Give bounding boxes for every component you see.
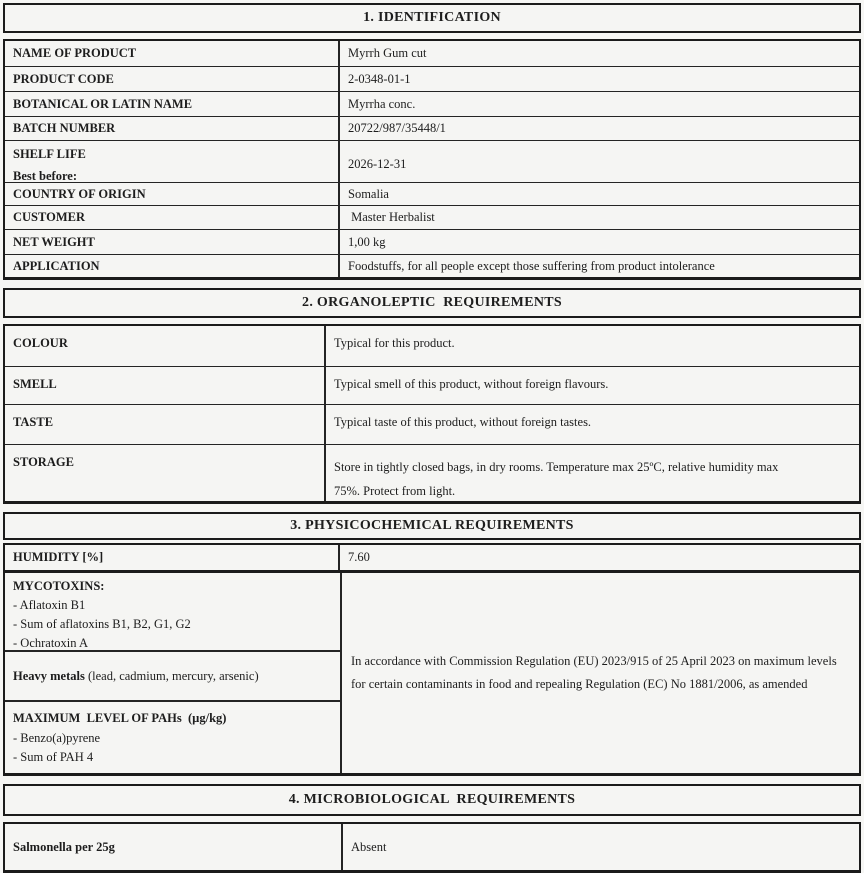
- heavy-metals-text: [13, 667, 259, 686]
- table-row: [5, 116, 859, 140]
- table-row-salmonella: [5, 824, 859, 870]
- shelf-life-label: SHELF LIFE: [13, 147, 86, 161]
- row-label: PRODUCT CODE: [5, 67, 340, 91]
- row-value: Foodstuffs, for all people except those suffering from product intolerance: [348, 258, 715, 273]
- row-label: CUSTOMER: [5, 206, 340, 229]
- row-label: Salmonella per 25g: [5, 824, 343, 870]
- row-label: SMELL: [5, 367, 326, 404]
- heavy-metals-detail: (lead, cadmium, mercury, arsenic): [84, 668, 259, 683]
- pah-item: - Sum of PAH 4: [13, 750, 94, 764]
- table-row: [5, 182, 859, 205]
- row-value: Somalia: [348, 186, 389, 201]
- row-value: Typical for this product.: [334, 336, 455, 350]
- table-row: [5, 254, 859, 277]
- row-label: COUNTRY OF ORIGIN: [5, 183, 340, 205]
- section-header-microbiological: [3, 784, 861, 816]
- section-header-organoleptic: [3, 288, 861, 318]
- table-row: [5, 205, 859, 229]
- row-label: [5, 141, 340, 182]
- table-row: [5, 66, 859, 91]
- row-label: NAME OF PRODUCT: [5, 41, 340, 66]
- row-value: 2-0348-01-1: [348, 71, 411, 86]
- product-specification-document: [3, 3, 861, 873]
- row-label: HUMIDITY [%]: [5, 545, 340, 570]
- row-label: APPLICATION: [5, 255, 340, 277]
- regulation-cell: [342, 573, 859, 773]
- contaminants-merged-rows: [5, 570, 859, 773]
- table-row: [5, 41, 859, 66]
- storage-text: Store in tightly closed bags, in dry rooms. Temperature max 25ºC, relative humidity max 75%. Protect from light.: [334, 460, 782, 498]
- physicochemical-table: [3, 543, 861, 776]
- pahs-block: [5, 700, 340, 773]
- mycotoxin-item: - Aflatoxin B1: [13, 598, 86, 612]
- row-value: Typical smell of this product, without foreign flavours.: [334, 377, 609, 391]
- section-header-physicochemical: [3, 512, 861, 540]
- table-row: [5, 326, 859, 366]
- section-title: 3. PHYSICOCHEMICAL REQUIREMENTS: [290, 518, 574, 533]
- row-label: BOTANICAL OR LATIN NAME: [5, 92, 340, 116]
- row-value: Myrrh Gum cut: [348, 46, 427, 60]
- section-title: 2. ORGANOLEPTIC REQUIREMENTS: [302, 295, 562, 310]
- mycotoxins-block: [5, 573, 340, 650]
- section-title: 1. IDENTIFICATION: [363, 10, 501, 25]
- row-label: NET WEIGHT: [5, 230, 340, 254]
- mycotoxins-heading: MYCOTOXINS:: [13, 579, 105, 593]
- regulation-text: In accordance with Commission Regulation (EU) 2023/915 of 25 April 2023 on maximum levels for certain contaminants in food and repealing Regulation (EC) No 1881/2006, as amended: [351, 653, 837, 691]
- table-row: [5, 229, 859, 254]
- row-value: 1,00 kg: [348, 234, 386, 249]
- pahs-heading: MAXIMUM LEVEL OF PAHs (µg/kg): [13, 711, 227, 725]
- table-row: [5, 444, 859, 501]
- table-row: [5, 366, 859, 404]
- heavy-metals-heading: Heavy metals: [13, 668, 85, 683]
- row-value: 7.60: [348, 550, 370, 564]
- section-title: 4. MICROBIOLOGICAL REQUIREMENTS: [288, 792, 576, 807]
- heavy-metals-block: [5, 650, 340, 700]
- table-row-shelf-life: [5, 140, 859, 182]
- row-value: 20722/987/35448/1: [348, 121, 446, 135]
- best-before-label: Best before:: [13, 169, 77, 183]
- contaminants-parameter-column: [5, 573, 342, 773]
- microbiological-table: [3, 822, 861, 873]
- table-row-humidity: [5, 545, 859, 570]
- row-label: BATCH NUMBER: [5, 117, 340, 140]
- mycotoxin-item: - Sum of aflatoxins B1, B2, G1, G2: [13, 617, 191, 631]
- section-header-identification: [3, 3, 861, 33]
- table-row: [5, 404, 859, 444]
- row-value: 2026-12-31: [348, 156, 407, 171]
- row-label: TASTE: [5, 405, 326, 444]
- row-value: Myrrha conc.: [348, 96, 416, 111]
- row-label: COLOUR: [5, 326, 326, 366]
- row-value: [326, 445, 859, 501]
- organoleptic-table: [3, 324, 861, 504]
- row-label: STORAGE: [5, 445, 326, 501]
- row-value: Master Herbalist: [348, 210, 435, 224]
- mycotoxin-item: - Ochratoxin A: [13, 636, 88, 650]
- table-row: [5, 91, 859, 116]
- pah-item: - Benzo(a)pyrene: [13, 730, 101, 745]
- row-value: Typical taste of this product, without foreign tastes.: [334, 415, 592, 429]
- identification-table: [3, 39, 861, 280]
- row-value: Absent: [351, 839, 387, 854]
